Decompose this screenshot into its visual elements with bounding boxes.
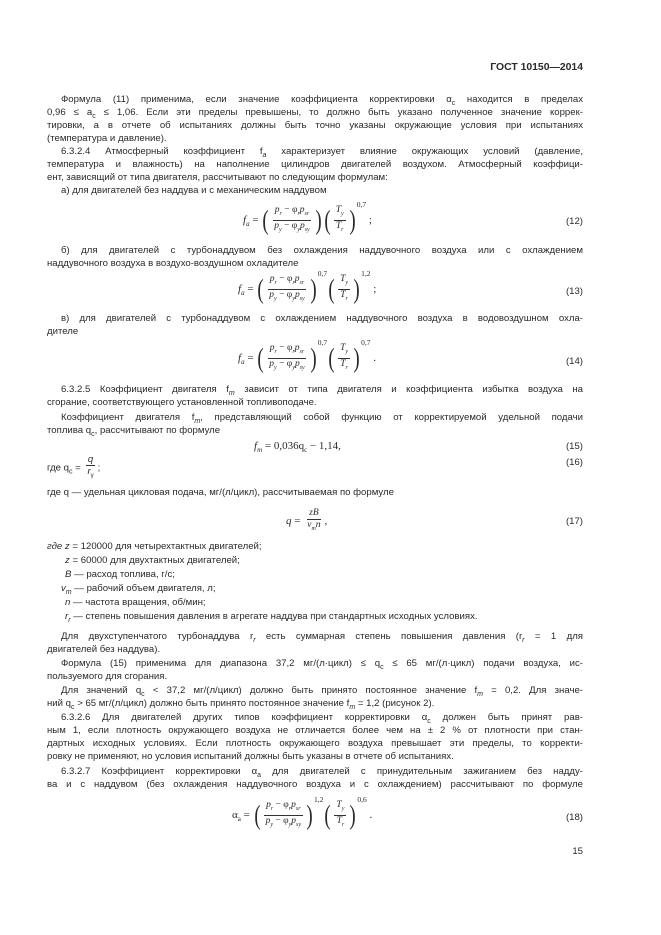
legend-item: B — расход топлива, г/с; bbox=[65, 569, 175, 580]
formula-number: (15) bbox=[565, 441, 583, 452]
text-line: Для двухступенчатого турбонаддува $r_r$ есть суммарная степень повышения давления ($r_r = 1$ для bbox=[61, 631, 583, 644]
text-line: 6.3.2.6 Для двигателей других типов коэффициент корректировки $\alpha_c$ должен быть принят рав- bbox=[61, 712, 583, 725]
text-line: двигателей без наддува). bbox=[47, 644, 161, 655]
formula-number: (17) bbox=[565, 516, 583, 527]
text-line: а) для двигателей без наддува и с механическим наддувом bbox=[61, 185, 327, 196]
text-line: $0,96 \le a_c \le 1,06$. Если эти пределы превышены, то должно быть указано полученное значение коррек- bbox=[47, 107, 583, 120]
formula-12: $f_a$ = ( $\frac{p_r - \varphi_rp_{sr}}{p_y - \varphi_yp_{sy}}$ ) ( $\frac{T_y}{T_r}$ )$^{0,7}$ ; bbox=[243, 200, 372, 235]
legend-item: $v_m$ — рабочий объем двигателя, л; bbox=[61, 583, 216, 596]
text-line: пользуемого для сгорания. bbox=[47, 671, 168, 682]
text-line: Коэффициент двигателя $f_m$, представляющий собой функцию от корректируемой удельной подачи bbox=[61, 412, 583, 425]
text-line: наддувочного воздуха в воздухо-воздушном охладителе bbox=[47, 258, 299, 269]
formula-number: (16) bbox=[565, 457, 583, 468]
formula-15: $f_m = 0,036q_c - 1,14$, bbox=[254, 440, 341, 455]
formula-number: (14) bbox=[565, 356, 583, 367]
text-line: Для значений $q_c < 37,2$ мг/(л/цикл) должно быть принято постоянное значение $f_m = 0,2$. Для значе- bbox=[61, 685, 583, 698]
text-line: дителе bbox=[47, 326, 79, 337]
text-line: тировки, а в отчете об испытаниях должны быть точно указаны окружающие условия при испытаниях bbox=[47, 120, 583, 131]
text-line: 6.3.2.5 Коэффициент двигателя $f_m$ зависит от типа двигателя и коэффициента избытка воздуха на bbox=[61, 384, 583, 397]
legend-item: n — частота вращения, об/мин; bbox=[65, 597, 206, 608]
text-line: ным 1, если плотность окружающего воздуха не отличается более чем на ± 2 % от плотности при стан- bbox=[47, 725, 583, 736]
text-line: б) для двигателей с турбонаддувом без охлаждения наддувочного воздуха или с охлаждением bbox=[61, 245, 583, 256]
legend-item: где z = 120000 для четырехтактных двигателей; bbox=[47, 541, 262, 552]
text-line: ний $q_c > 65$ мг/(л/цикл) должно быть принято постоянное значение $f_m = 1,2$ (рисунок 2). bbox=[47, 698, 435, 711]
formula-17: q = $\frac{zB}{v_mn}$ , bbox=[286, 508, 328, 532]
text-line: где q — удельная цикловая подача, мг/(л/цикл), рассчитываемая по формуле bbox=[47, 487, 394, 498]
text-line: ва и с наддувом (без охлаждения наддувочного воздуха и с охлаждением) рассчитывают по формуле bbox=[47, 779, 583, 790]
text-line: дартных исходных условиях. Если плотность окружающего воздуха превышает эти пределы, то корректи- bbox=[47, 738, 583, 749]
text-line: в) для двигателей с турбонаддувом с охлаждением наддувочного воздуха в водовоздушном охла- bbox=[61, 313, 583, 324]
formula-13: $f_a$ = ( $\frac{p_r - \varphi_rp_{sr}}{p_y - \varphi_yp_{sy}}$ )$^{0,7}$( $\frac{T_y}{T_r}$ )$^{1,2}$ ; bbox=[238, 269, 377, 304]
page-header-title: ГОСТ 10150—2014 bbox=[490, 62, 583, 73]
formula-number: (12) bbox=[565, 216, 583, 227]
formula-18: $\alpha_a$ = ( $\frac{p_r - \varphi_rp_{sr}}{p_y - \varphi_yp_{sy}}$ )$^{1,2}$( $\frac{T_y}{T_r}$ )$^{0,6}$ . bbox=[232, 795, 373, 830]
text-line: ент, зависящий от типа двигателя, рассчитывают по следующим формулам: bbox=[47, 172, 388, 183]
text-line: топлива $q_c$, рассчитывают по формуле bbox=[47, 425, 221, 438]
text-line: ровку не применяют, но условия испытаний должны быть указаны в отчете об испытаниях. bbox=[47, 751, 454, 762]
formula-16: где $q_c$ = $\frac{q}{r_\gamma}$ ; bbox=[47, 454, 101, 479]
page-number: 15 bbox=[572, 846, 583, 857]
formula-number: (18) bbox=[565, 812, 583, 823]
legend-item: $r_r$ — степень повышения давления в агрегате наддува при стандартных исходных условиях. bbox=[65, 611, 478, 624]
text-line: 6.3.2.7 Коэффициент корректировки $\alpha_a$ для двигателей с принудительным зажиганием без надду- bbox=[61, 766, 583, 779]
text-line: температура и влажность) на наполнение цилиндров двигателей воздухом. Атмосферный коэффици- bbox=[47, 159, 583, 170]
text-line: (температура и давление). bbox=[47, 133, 167, 144]
text-line: Формула (11) применима, если значение коэффициента корректировки $\alpha_c$ находится в пределах bbox=[61, 94, 583, 107]
text-line: Формула (15) применима для диапазона 37,2 мг/(л·цикл) ≤ $q_c \le 65$ мг/(л·цикл) подачи воздуха, ис- bbox=[61, 658, 583, 671]
formula-14: $f_a$ = ( $\frac{p_r - \varphi_rp_{sr}}{p_y - \varphi_yp_{sy}}$ )$^{0,7}$( $\frac{T_y}{T_r}$ )$^{0,7}$ . bbox=[238, 338, 376, 373]
legend-item: z = 60000 для двухтактных двигателей; bbox=[65, 555, 240, 566]
formula-number: (13) bbox=[565, 286, 583, 297]
text-line: 6.3.2.4 Атмосферный коэффициент $f_a$ характеризует влияние окружающих условий (давление, bbox=[61, 146, 583, 159]
text-line: сгорание, соответствующего установленной топливоподаче. bbox=[47, 397, 317, 408]
